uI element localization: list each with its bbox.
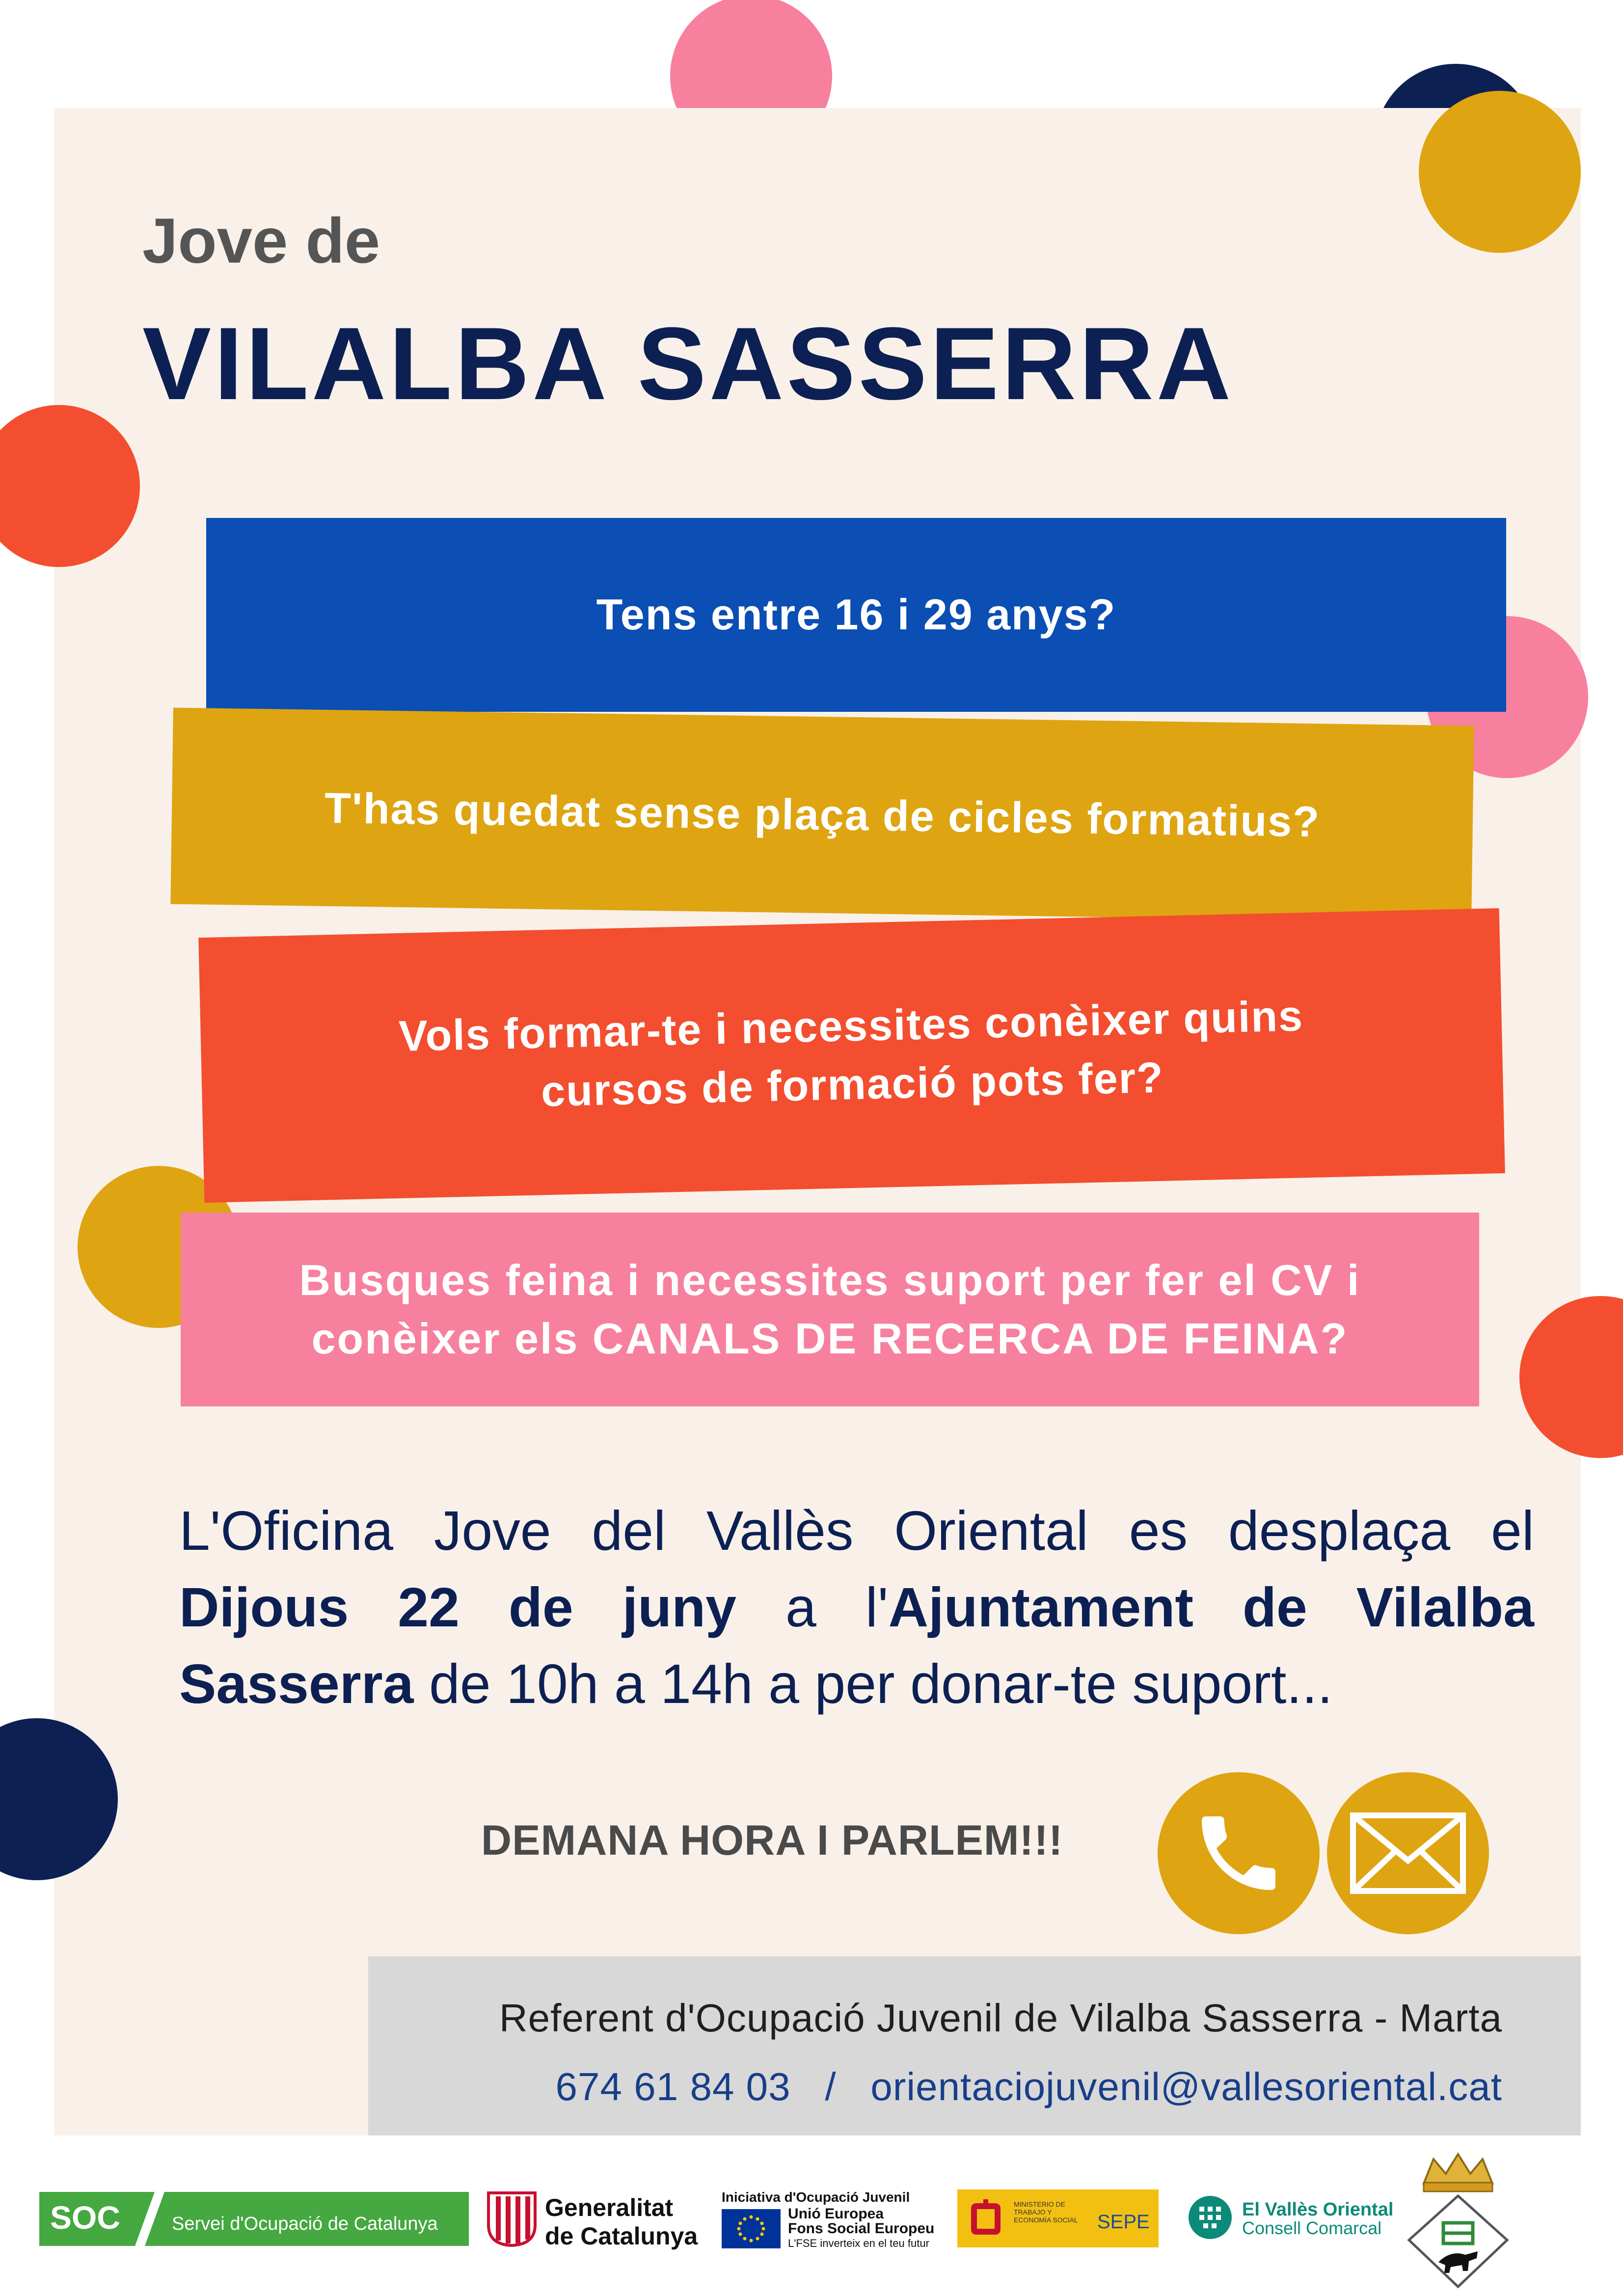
phone-icon <box>1190 1804 1288 1902</box>
valles-oriental-line-2: Consell Comarcal <box>1242 2218 1382 2238</box>
eu-logo-text <box>788 2207 934 2251</box>
gold-dot-top-right <box>1419 91 1581 253</box>
banner-training <box>198 908 1505 1203</box>
generalitat-emblem-icon <box>486 2190 538 2247</box>
phone-number[interactable]: 674 61 84 03 <box>555 2065 791 2108</box>
referent-name: Referent d'Ocupació Juvenil de Vilalba Sasserra - Marta <box>499 1996 1502 2040</box>
eu-line-2: Fons Social Europeu <box>788 2220 935 2237</box>
soc-logo-word: SOC <box>50 2199 121 2236</box>
mail-icon <box>1349 1811 1467 1895</box>
banner-age <box>206 518 1506 712</box>
soc-logo-subtitle: Servei d'Ocupació de Catalunya <box>172 2214 438 2234</box>
announcement-mid: a l' <box>736 1576 889 1638</box>
ministerio-text: MINISTERIO DE TRABAJO Y ECONOMÍA SOCIAL <box>1014 2200 1078 2224</box>
announcement-text <box>179 1492 1534 1722</box>
banner-job-search <box>181 1213 1479 1406</box>
announcement-end: de 10h a 14h a per donar-te suport... <box>413 1653 1333 1715</box>
banner-cycles <box>170 708 1474 922</box>
mail-button[interactable] <box>1327 1772 1489 1934</box>
banner-age-text: Tens entre 16 i 29 anys? <box>596 590 1116 639</box>
phone-button[interactable] <box>1158 1772 1320 1934</box>
banner-cycles-text: T'has quedat sense plaça de cicles formatius? <box>324 783 1321 846</box>
generalitat-line-1: Generalitat <box>545 2194 674 2221</box>
eu-line-1: Unió Europea <box>788 2206 884 2222</box>
email-link[interactable]: orientaciojuvenil@vallesoriental.cat <box>870 2065 1502 2108</box>
announcement-intro: L'Oficina Jove del Vallès Oriental es desplaça el <box>179 1500 1534 1562</box>
announcement-place: Ajuntament de Vilalba Sasserra <box>179 1576 1535 1715</box>
valles-oriental-emblem-icon <box>1187 2194 1234 2241</box>
banner-job-search-text: Busques feina i necessites suport per fer el CV i conèixer els CANALS DE RECERCA DE FEINA? <box>299 1255 1361 1363</box>
valles-oriental-line-1: El Vallès Oriental <box>1242 2199 1394 2220</box>
call-to-action: DEMANA HORA I PARLEM!!! <box>481 1817 1063 1864</box>
soc-slash-icon <box>135 2192 164 2246</box>
page-title: VILALBA SASSERRA <box>142 306 1234 421</box>
generalitat-line-2: de Catalunya <box>545 2222 698 2250</box>
pre-title: Jove de <box>142 205 380 276</box>
vilalba-sasserra-coat-of-arms-icon <box>1404 2149 1512 2292</box>
contact-line <box>556 2064 1502 2109</box>
eu-line-3: L'FSE inverteix en el teu futur <box>788 2237 929 2249</box>
spain-crest-icon <box>966 2198 1005 2239</box>
sepe-label: SEPE <box>1097 2211 1150 2233</box>
contact-box <box>368 1956 1581 2135</box>
contact-separator: / <box>825 2065 837 2108</box>
generalitat-logo-text <box>545 2193 698 2250</box>
eu-flag-icon <box>722 2209 781 2248</box>
valles-oriental-logo-text <box>1242 2200 1393 2238</box>
banner-training-text: Vols formar-te i necessites conèixer quins cursos de formació pots fer? <box>398 991 1304 1116</box>
announcement-date: Dijous 22 de juny <box>179 1576 737 1638</box>
ministerio-logo <box>957 2189 1159 2247</box>
eu-initiative-title: Iniciativa d'Ocupació Juvenil <box>722 2189 910 2205</box>
soc-logo <box>39 2192 469 2246</box>
